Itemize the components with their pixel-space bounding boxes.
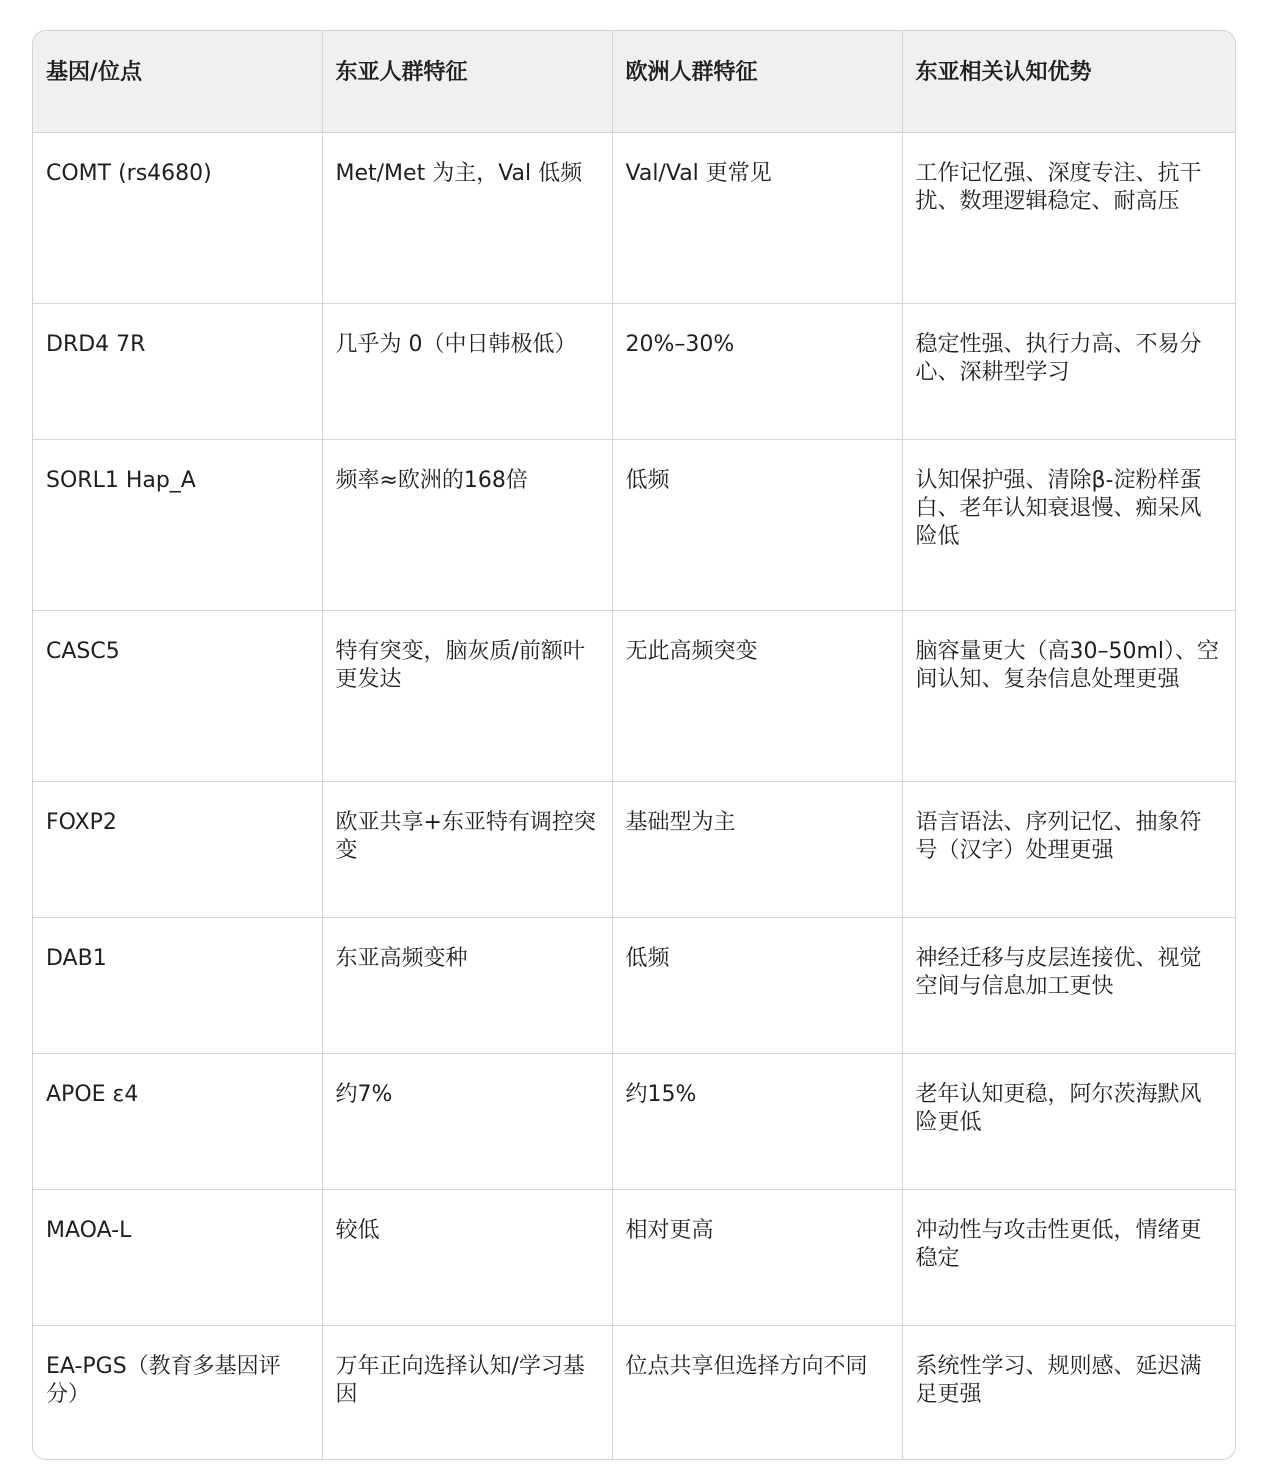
cell-gene: APOE ε4 — [33, 1053, 322, 1189]
cell-gene: FOXP2 — [33, 781, 322, 917]
cell-advantage: 脑容量更大（高30–50ml）、空间认知、复杂信息处理更强 — [902, 610, 1235, 781]
header-european-traits: 欧洲人群特征 — [612, 31, 902, 132]
cell-advantage: 稳定性强、执行力高、不易分心、深耕型学习 — [902, 303, 1235, 439]
cell-advantage: 语言语法、序列记忆、抽象符号（汉字）处理更强 — [902, 781, 1235, 917]
cell-european: 低频 — [612, 917, 902, 1053]
header-gene-locus: 基因/位点 — [33, 31, 322, 132]
header-cognitive-advantages: 东亚相关认知优势 — [902, 31, 1235, 132]
cell-european: 基础型为主 — [612, 781, 902, 917]
cell-east-asian: 东亚高频变种 — [322, 917, 612, 1053]
cell-advantage: 冲动性与攻击性更低，情绪更稳定 — [902, 1189, 1235, 1325]
table-row — [33, 1053, 1235, 1189]
cell-gene: EA-PGS（教育多基因评分） — [33, 1325, 322, 1459]
cell-european: 20%–30% — [612, 303, 902, 439]
cell-european: 位点共享但选择方向不同 — [612, 1325, 902, 1459]
cell-east-asian: 约7% — [322, 1053, 612, 1189]
cell-advantage: 老年认知更稳，阿尔茨海默风险更低 — [902, 1053, 1235, 1189]
table-row — [33, 1325, 1235, 1459]
cell-east-asian: 欧亚共享+东亚特有调控突变 — [322, 781, 612, 917]
cell-european: 低频 — [612, 439, 902, 610]
cell-east-asian: 万年正向选择认知/学习基因 — [322, 1325, 612, 1459]
cell-european: 无此高频突变 — [612, 610, 902, 781]
table-row — [33, 917, 1235, 1053]
table-row — [33, 781, 1235, 917]
cell-east-asian: 较低 — [322, 1189, 612, 1325]
cell-gene: SORL1 Hap_A — [33, 439, 322, 610]
cell-european: 相对更高 — [612, 1189, 902, 1325]
header-east-asian-traits: 东亚人群特征 — [322, 31, 612, 132]
table-row — [33, 439, 1235, 610]
cell-gene: DRD4 7R — [33, 303, 322, 439]
cell-advantage: 工作记忆强、深度专注、抗干扰、数理逻辑稳定、耐高压 — [902, 132, 1235, 303]
cell-east-asian: Met/Met 为主，Val 低频 — [322, 132, 612, 303]
table-row — [33, 610, 1235, 781]
cell-advantage: 认知保护强、清除β-淀粉样蛋白、老年认知衰退慢、痴呆风险低 — [902, 439, 1235, 610]
cell-european: Val/Val 更常见 — [612, 132, 902, 303]
cell-european: 约15% — [612, 1053, 902, 1189]
cell-gene: DAB1 — [33, 917, 322, 1053]
gene-comparison-table — [33, 31, 1235, 1459]
cell-gene: COMT (rs4680) — [33, 132, 322, 303]
table-row — [33, 303, 1235, 439]
cell-gene: MAOA-L — [33, 1189, 322, 1325]
cell-east-asian: 特有突变，脑灰质/前额叶更发达 — [322, 610, 612, 781]
cell-gene: CASC5 — [33, 610, 322, 781]
cell-east-asian: 几乎为 0（中日韩极低） — [322, 303, 612, 439]
cell-advantage: 神经迁移与皮层连接优、视觉空间与信息加工更快 — [902, 917, 1235, 1053]
gene-comparison-table-container — [32, 30, 1236, 1460]
cell-advantage: 系统性学习、规则感、延迟满足更强 — [915, 1353, 1202, 1407]
table-row — [33, 1189, 1235, 1325]
table-header-row — [33, 31, 1235, 132]
table-row — [33, 132, 1235, 303]
cell-east-asian: 频率≈欧洲的168倍 — [322, 439, 612, 610]
